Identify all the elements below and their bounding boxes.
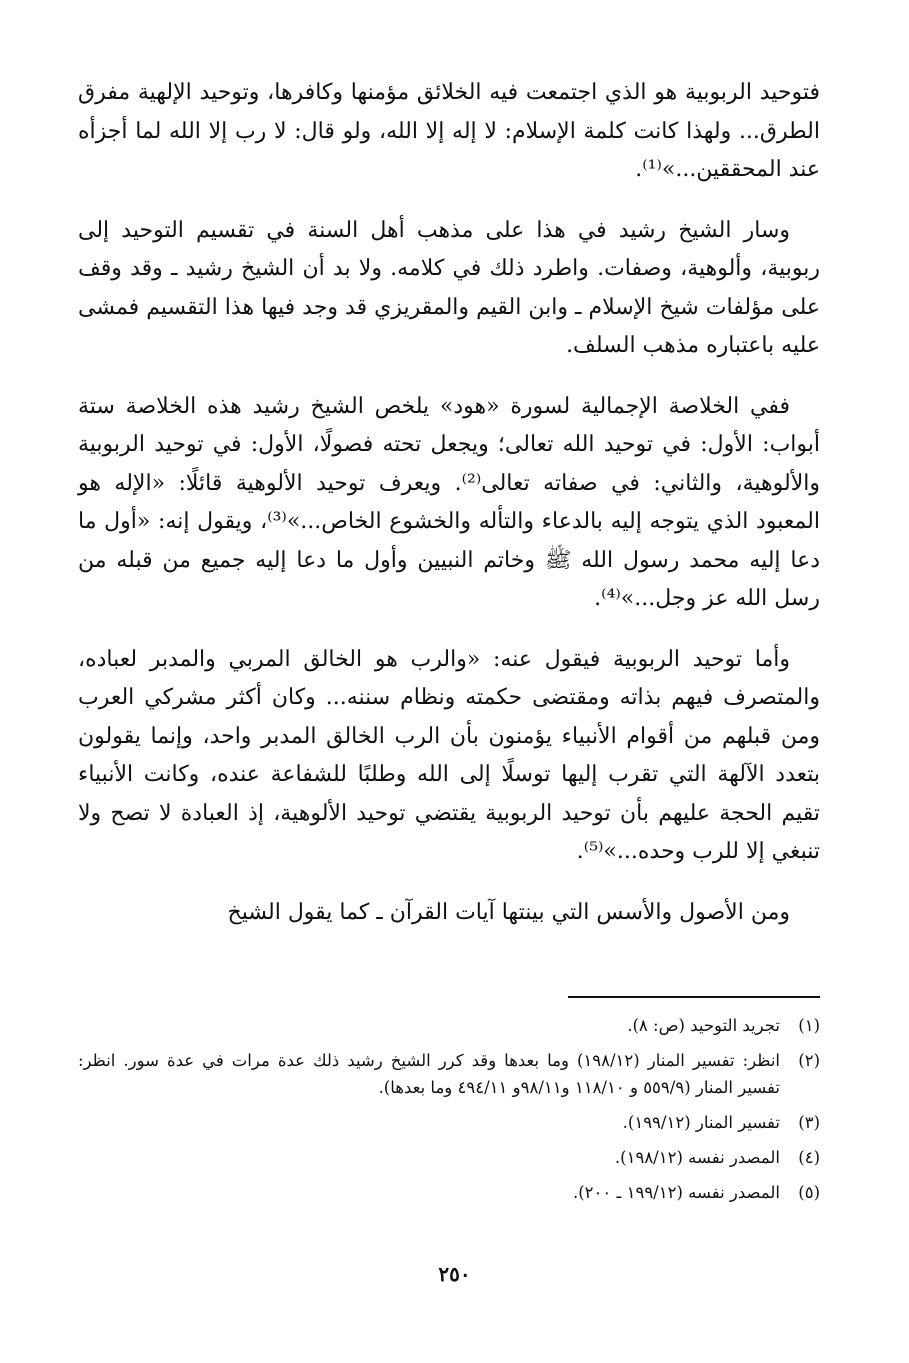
footnote-number: (٣) [798, 1113, 820, 1132]
footnote-text: المصدر نفسه (١٩٨/١٢). [614, 1148, 780, 1167]
footnote-text: تفسير المنار (١٩٩/١٢). [622, 1113, 780, 1132]
footnote-4 [78, 1144, 820, 1171]
footnote-2 [78, 1047, 820, 1101]
footnote-3 [78, 1109, 820, 1136]
paragraph-5: ومن الأصول والأسس التي بينتها آيات القرآن ـ كما يقول الشيخ [227, 899, 790, 925]
footnote-1 [78, 1012, 820, 1039]
footnote-number: (٥) [798, 1183, 820, 1202]
footnote-number: (٤) [798, 1148, 820, 1167]
footnote-text: المصدر نفسه (١٩٩/١٢ ـ ٢٠٠). [572, 1183, 780, 1202]
footnote-5 [78, 1179, 820, 1206]
footnote-text: انظر: تفسير المنار (١٩٨/١٢) وما بعدها وقد كرر الشيخ رشيد ذلك عدة مرات في عدة سور. انظر: تفسير المنار (٥٥٩/٩ و ١١٨/١٠ و٩٨/١١و ٤٩٤/١١ وما بعدها). [78, 1051, 780, 1097]
footnote-number: (١) [798, 1016, 820, 1035]
page-number: ٢٥٠ [438, 1262, 471, 1286]
paragraph-2: وسار الشيخ رشيد في هذا على مذهب أهل السنة في تقسيم التوحيد إلى ربوبية، وألوهية، وصفات. واطرد ذلك في كلامه. ولا بد أن الشيخ رشيد ـ وقد وقف على مؤلفات شيخ الإسلام ـ وابن القيم والمقريزي قد وجد فيها هذا التقسيم فمشى عليه باعتباره مذهب السلف. [78, 217, 820, 358]
main-text [78, 74, 820, 954]
paragraph-3: ففي الخلاصة الإجمالية لسورة «هود» يلخص الشيخ رشيد هذه الخلاصة ستة أبواب: الأول: في توحيد الله تعالى؛ ويجعل تحته فصولًا، الأول: في توحيد الربوبية والألوهية، والثاني: في صفاته تعالى⁽²⁾. ويعرف توحيد الألوهية قائلًا: «الإله هو المعبود الذي يتوجه إليه بالدعاء والتأله والخشوع الخاص...»⁽³⁾، ويقول إنه: «أول ما دعا إليه محمد رسول الله ﷺ وخاتم النبيين وأول ما دعا إليه جميع من قبله من رسل الله عز وجل...»⁽⁴⁾. [78, 393, 820, 611]
footnote-separator [568, 996, 820, 998]
footnote-text: تجريد التوحيد (ص: ٨). [627, 1016, 780, 1035]
paragraph-1: فتوحيد الربوبية هو الذي اجتمعت فيه الخلائق مؤمنها وكافرها، وتوحيد الإلهية مفرق الطرق... ولهذا كانت كلمة الإسلام: لا إله إلا الله، ولو قال: لا رب إلا الله لما أجزأه عند المحققين...»⁽¹⁾. [78, 80, 820, 182]
footnote-number: (٢) [798, 1051, 820, 1070]
footnotes [78, 1012, 820, 1214]
paragraph-4: وأما توحيد الربوبية فيقول عنه: «والرب هو الخالق المربي والمدبر لعباده، والمتصرف فيهم بذاته ومقتضى حكمته ونظام سننه... وكان أكثر مشركي العرب ومن قبلهم من أقوام الأنبياء يؤمنون بأن الرب الخالق المدبر واحد، وإنما يقولون بتعدد الآلهة التي تقرب إليها توسلًا إلى الله وطلبًا للشفاعة عنده، وكانت الأنبياء تقيم الحجة عليهم بأن توحيد الربوبية يقتضي توحيد الألوهية، إذ العبادة لا تصح ولا تنبغي إلا للرب وحده...»⁽⁵⁾. [78, 646, 820, 864]
